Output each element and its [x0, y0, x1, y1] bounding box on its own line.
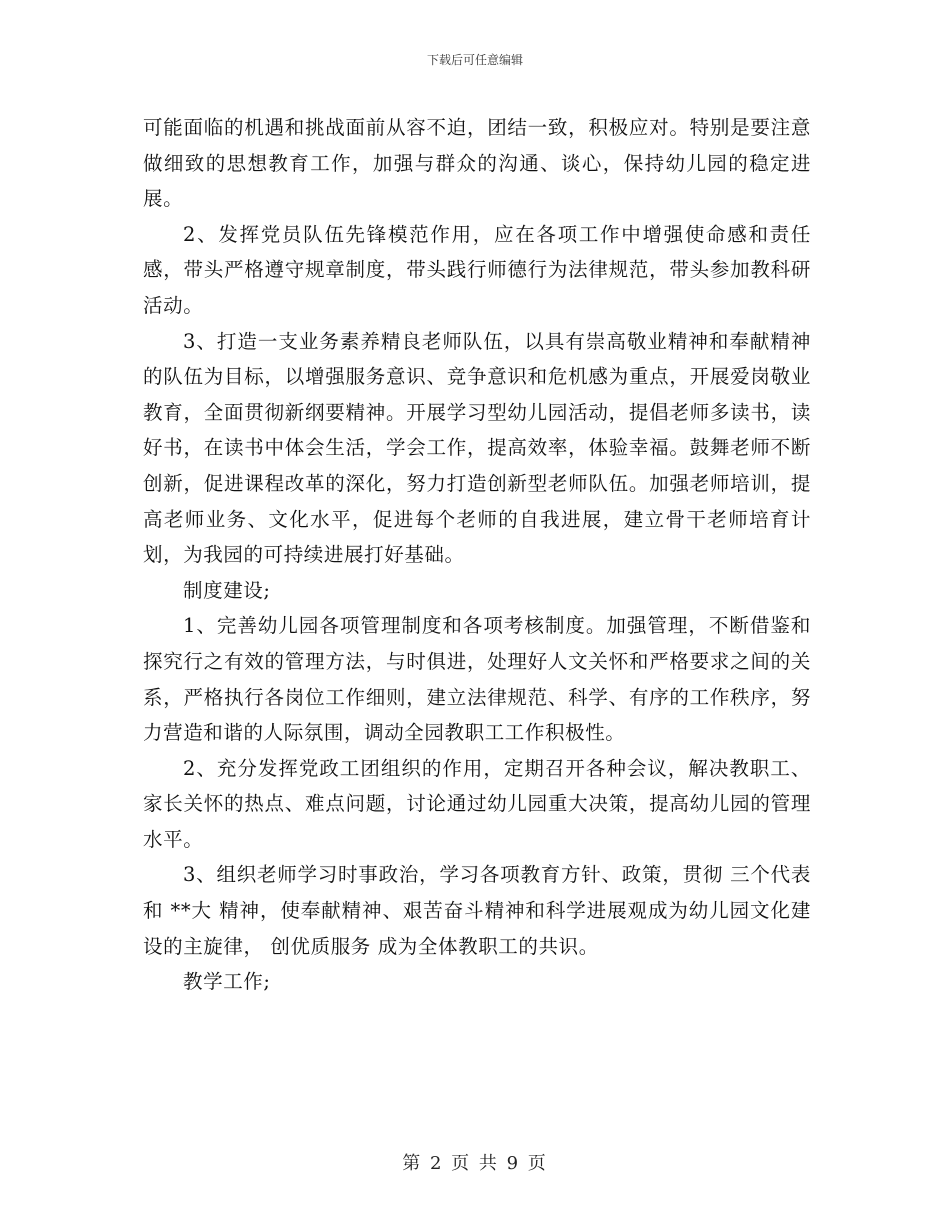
page-header: 下载后可任意编辑 [426, 53, 523, 67]
paragraph-management-system: 1、完善幼儿园各项管理制度和各项考核制度。加强管理，不断借鉴和探究行之有效的管理方法，与时俱进，处理好人文关怀和严格要求之间的关系，严格执行各岗位工作细则，建立法律规范、科学、有序的工作秩序，努力营造和谐的人际氛围，调动全园教职工工作积极性。 [143, 614, 811, 745]
page-footer: 第 2 页 共 9 页 [402, 1153, 548, 1174]
paragraph-continuation: 可能面临的机遇和挑战面前从容不迫，团结一致，积极应对。特别是要注意做细致的思想教育工作，加强与群众的沟通、谈心，保持幼儿园的稳定进展。 [143, 116, 811, 211]
section-heading-system-building: 制度建设; [183, 578, 271, 602]
paragraph-political-study: 3、组织老师学习时事政治，学习各项教育方针、政策，贯彻 三个代表 和 **大 精神，使奉献精神、艰苦奋斗精神和科学进展观成为幼儿园文化建设的主旋律， 创优质服务 成为全体教职工的共识。 [143, 863, 811, 958]
paragraph-party-members: 2、发挥党员队伍先锋模范作用，应在各项工作中增强使命感和责任感，带头严格遵守规章制度，带头践行师德行为法律规范，带头参加教科研活动。 [143, 222, 811, 317]
document-body [143, 110, 811, 1000]
section-heading-teaching-work: 教学工作; [183, 970, 271, 994]
paragraph-teacher-team: 3、打造一支业务素养精良老师队伍，以具有崇高敬业精神和奉献精神的队伍为目标，以增强服务意识、竞争意识和危机感为重点，开展爱岗敬业教育，全面贯彻新纲要精神。开展学习型幼儿园活动，提倡老师多读书，读好书，在读书中体会生活，学会工作，提高效率，体验幸福。鼓舞老师不断创新，促进课程改革的深化，努力打造创新型老师队伍。加强老师培训，提高老师业务、文化水平，促进每个老师的自我进展，建立骨干老师培育计划，为我园的可持续进展打好基础。 [143, 329, 811, 567]
paragraph-organizations: 2、充分发挥党政工团组织的作用，定期召开各种会议，解决教职工、家长关怀的热点、难点问题，讨论通过幼儿园重大决策，提高幼儿园的管理水平。 [143, 756, 811, 851]
